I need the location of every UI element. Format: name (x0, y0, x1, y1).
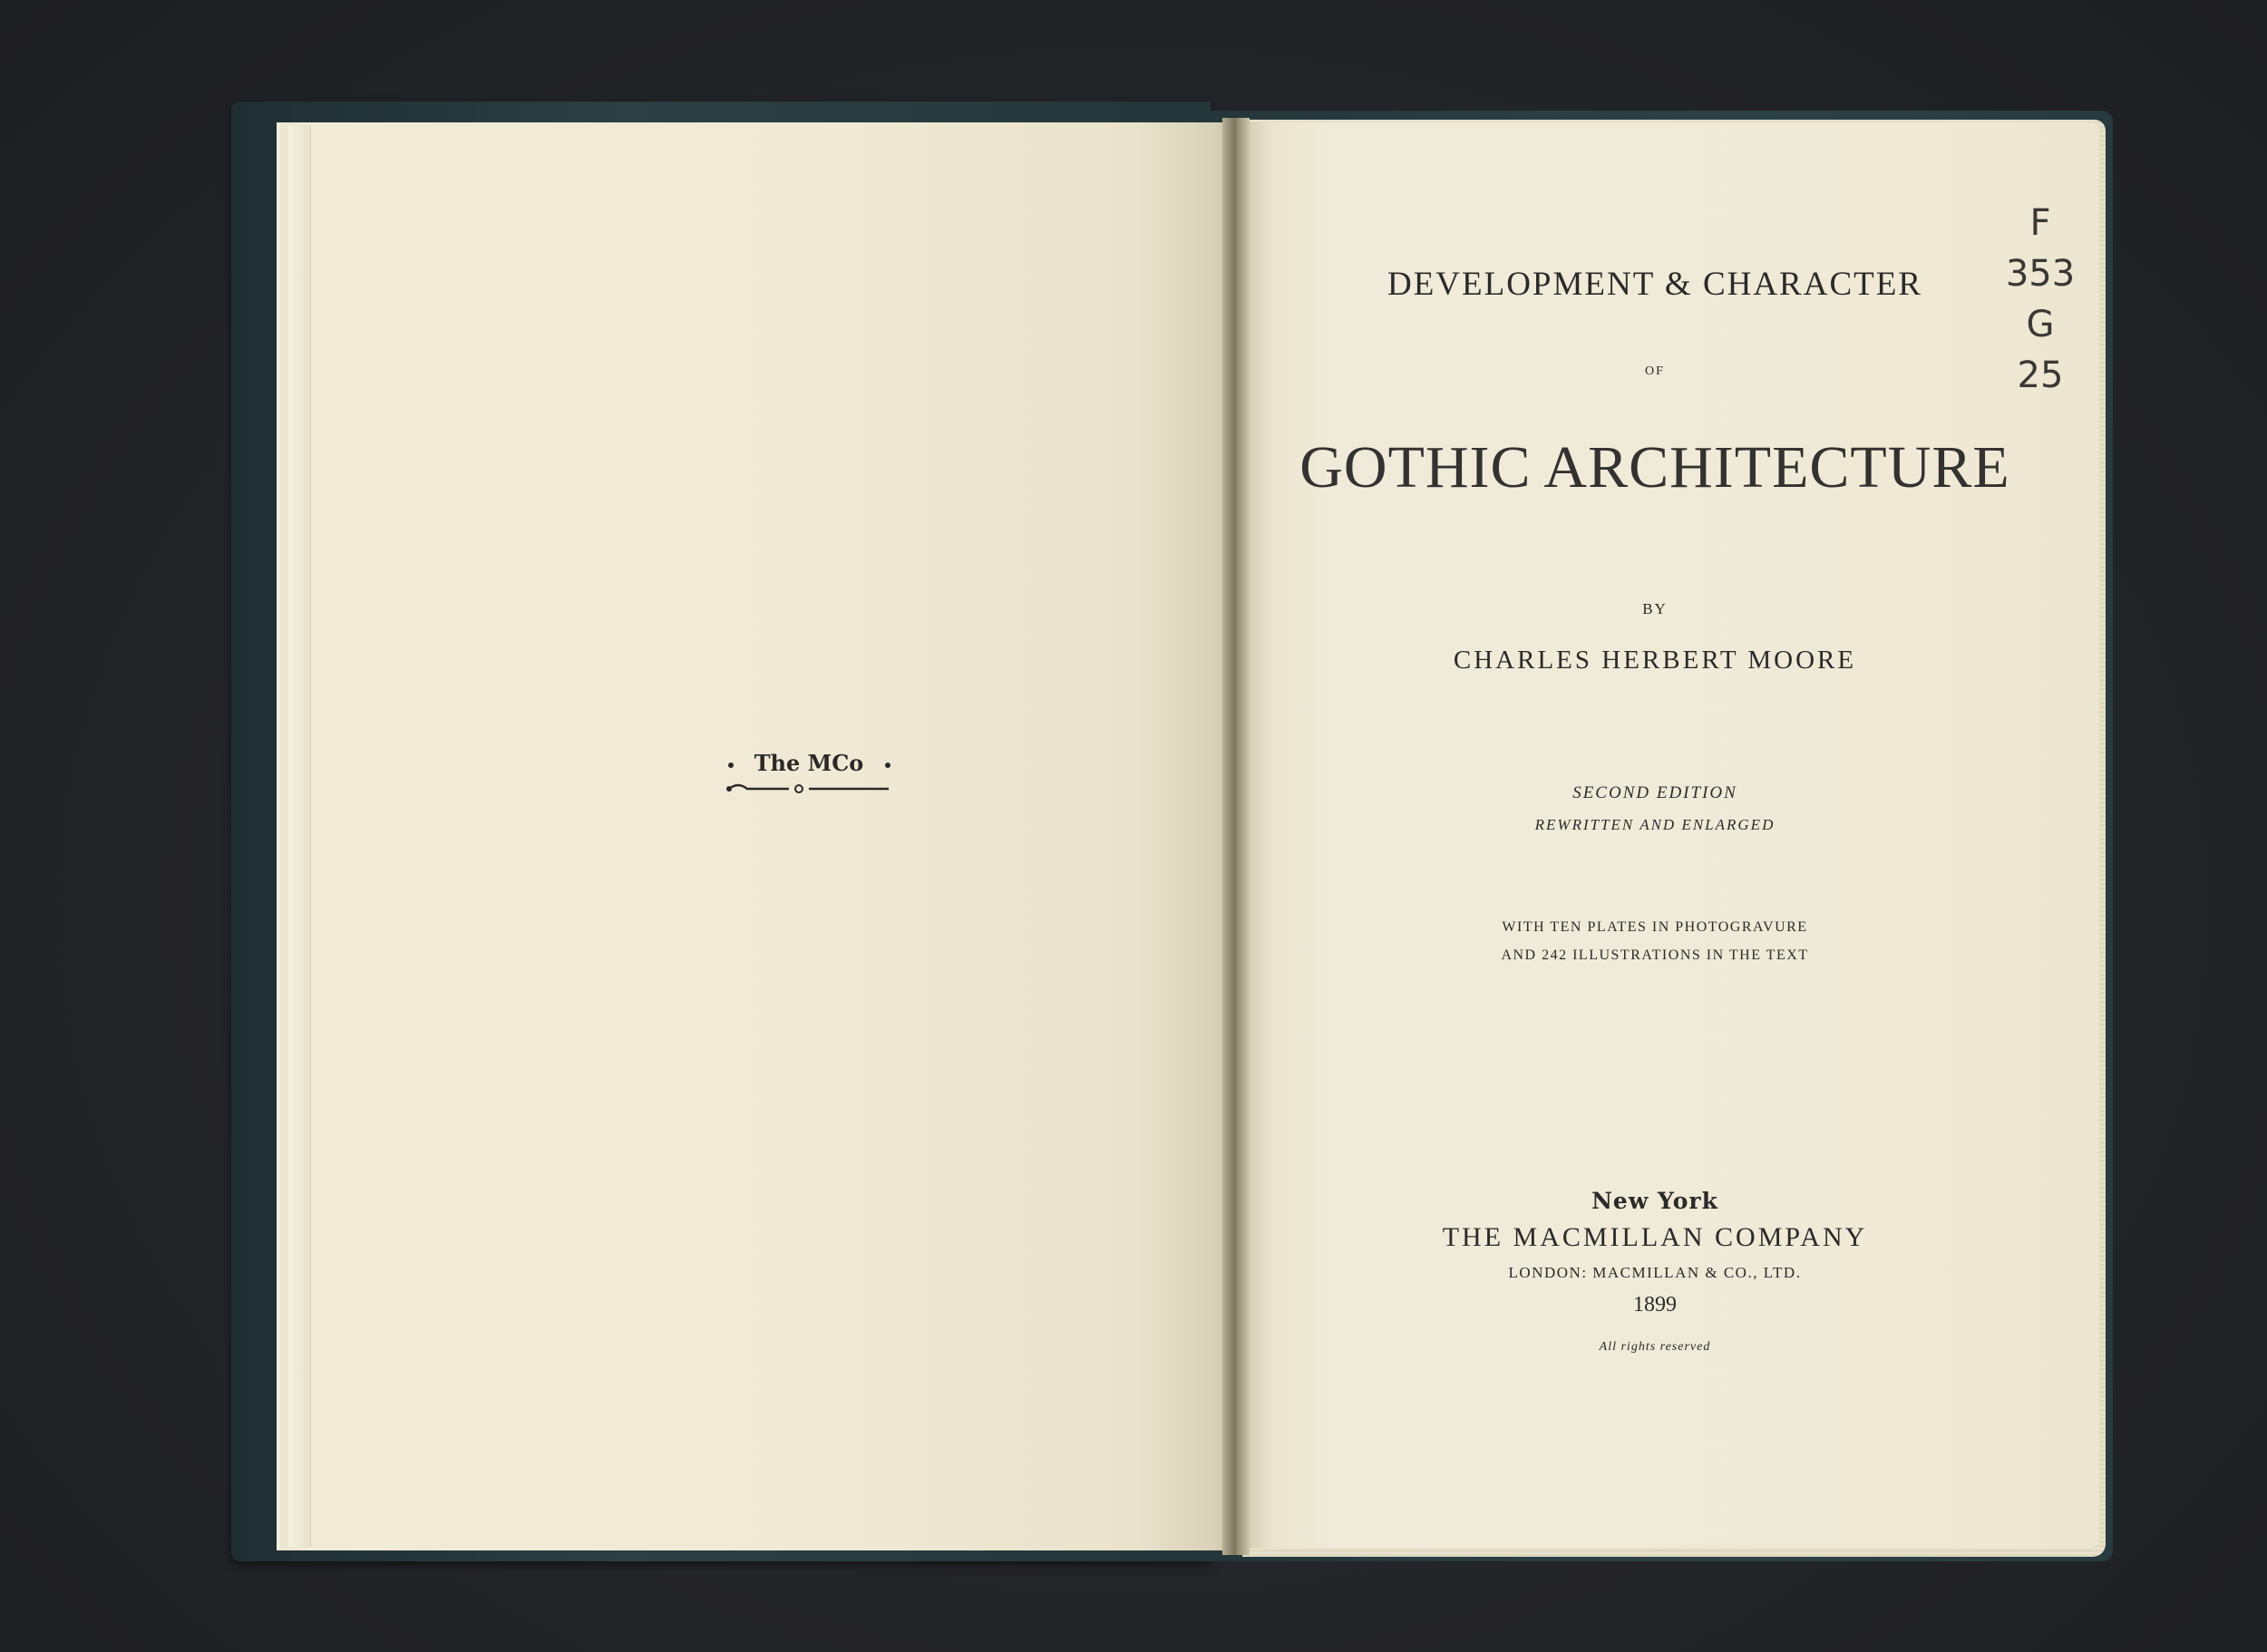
edition-line-1: SECOND EDITION (1572, 783, 1737, 802)
author-name: CHARLES HERBERT MOORE (1453, 646, 1857, 675)
title-page (1247, 122, 2099, 1548)
book-gutter (1222, 118, 1250, 1555)
endpaper-strip (288, 125, 311, 1547)
main-title: GOTHIC ARCHITECTURE (1299, 434, 2010, 500)
call-number-line: G (2026, 304, 2055, 345)
title-line-1: DEVELOPMENT & CHARACTER (1386, 266, 1923, 303)
call-number-line: 25 (2017, 355, 2064, 396)
publisher-name: THE MACMILLAN COMPANY (1442, 1222, 1868, 1252)
by-line: BY (1642, 600, 1668, 617)
rights-notice: All rights reserved (1599, 1340, 1711, 1354)
imprint-city: New York (1591, 1188, 1718, 1214)
title-of: OF (1645, 364, 1665, 378)
call-number-line: F (2029, 202, 2051, 244)
handwritten-call-number (1986, 198, 2095, 401)
plates-line-2: AND 242 ILLUSTRATIONS IN THE TEXT (1501, 947, 1809, 963)
edition-line-2: REWRITTEN AND ENLARGED (1534, 816, 1776, 833)
call-number-line: 353 (2005, 253, 2076, 295)
left-page (277, 122, 1232, 1550)
publisher-mark-text: The MCo (754, 750, 864, 776)
plates-line-1: WITH TEN PLATES IN PHOTOGRAVURE (1502, 919, 1808, 935)
publication-year: 1899 (1633, 1293, 1677, 1317)
london-imprint: LONDON: MACMILLAN & CO., LTD. (1508, 1264, 1802, 1281)
publisher-logo (725, 742, 893, 798)
